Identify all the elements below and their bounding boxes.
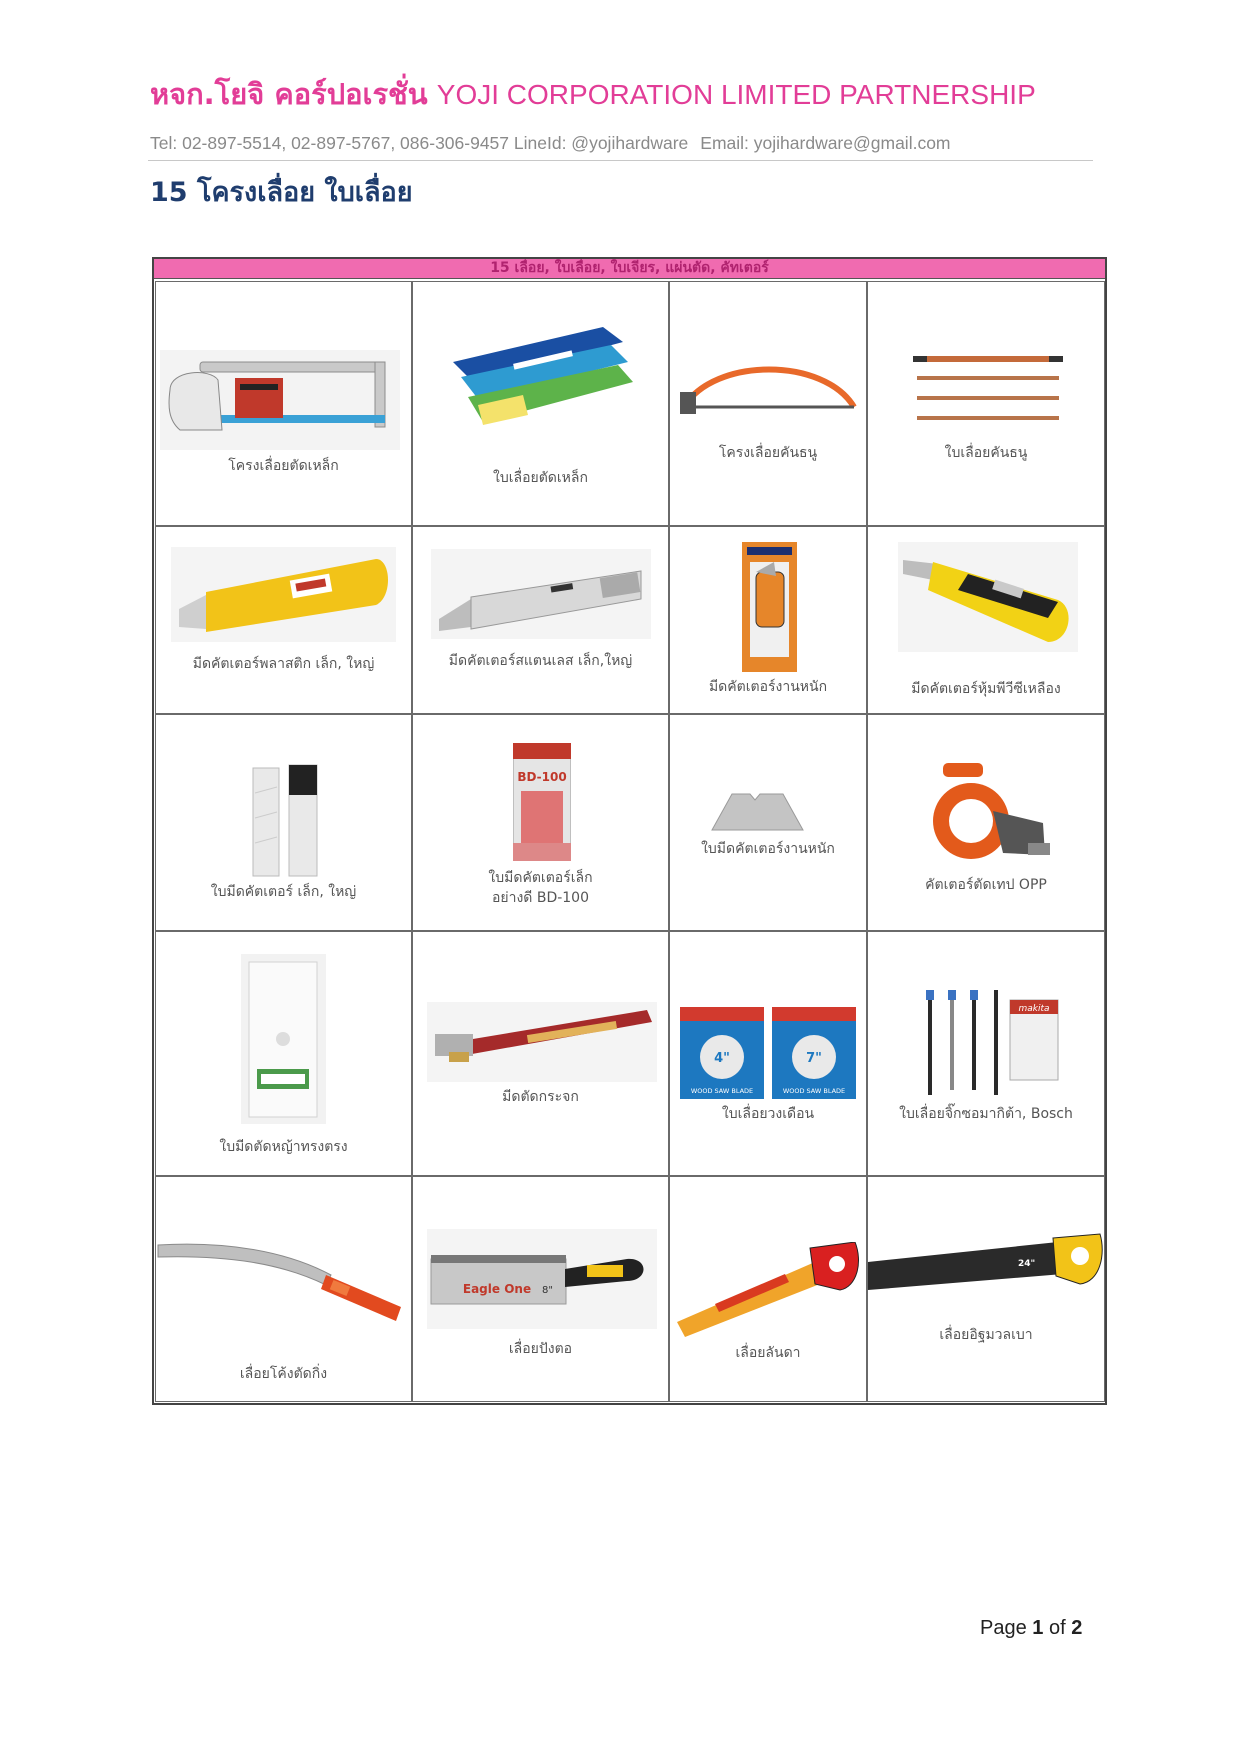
product-label: ใบเลื่อยตัดเหล็ก (493, 470, 588, 486)
steel-cutter-icon (431, 549, 651, 639)
page-number: 1 (1032, 1617, 1044, 1639)
contact-email: Email: yojihardware@gmail.com (700, 133, 951, 153)
product-cell (155, 714, 412, 931)
aac-saw-icon (868, 1232, 1104, 1302)
cutter-blade-pack-icon (251, 763, 321, 878)
product-table (152, 257, 1107, 1405)
product-table-header: 15 เลื่อย, ใบเลื่อย, ใบเจียร, แผ่นตัด, คัทเตอร์ (154, 259, 1105, 279)
product-cell (669, 526, 867, 714)
circular-saw-size-2: 7" (806, 1051, 822, 1066)
circular-saw-band-2: WOOD SAW BLADE (782, 1087, 846, 1095)
product-cell (669, 714, 867, 931)
product-label: เลื่อยลันดา (735, 1345, 801, 1361)
product-label: คัตเตอร์ตัดเทป OPP (925, 877, 1047, 893)
product-label: ใบมีดคัตเตอร์เล็ก (488, 870, 593, 886)
heavy-duty-knife-icon (742, 542, 797, 672)
page-indicator (980, 1617, 1082, 1640)
section-title: 15 โครงเลื่อย ใบเลื่อย (150, 177, 413, 208)
circular-saw-size-1: 4" (714, 1051, 730, 1066)
product-cell (155, 281, 412, 526)
company-name-english: YOJI CORPORATION LIMITED PARTNERSHIP (436, 79, 1036, 110)
product-label: มีดคัตเตอร์สแตนเลส เล็ก,ใหญ่ (448, 653, 633, 669)
back-saw-icon (427, 1229, 657, 1329)
company-name-thai: หจก.โยจิ คอร์ปอเรชั่น (150, 77, 428, 111)
product-cell (412, 931, 669, 1176)
product-cell (867, 1176, 1105, 1402)
product-cell (669, 931, 867, 1176)
product-label: โครงเลื่อยคันธนู (718, 445, 818, 461)
product-label: มีดคัตเตอร์งานหนัก (708, 679, 828, 695)
product-label: มีดคัตเตอร์หุ้มพีวีซีเหลือง (911, 681, 1061, 697)
product-label: ใบมีดตัดหญ้าทรงตรง (219, 1139, 348, 1155)
yellow-pvc-cutter-icon (898, 542, 1078, 652)
blade-box-brand-text: BD-100 (517, 770, 567, 784)
product-cell (867, 281, 1105, 526)
aac-saw-size-text: 24" (1018, 1259, 1036, 1269)
glass-cutter-icon (427, 1002, 657, 1082)
product-cell (669, 281, 867, 526)
product-label: ใบเลื่อยจิ๊กซอมากิต้า, Bosch (899, 1106, 1073, 1122)
pruning-saw-icon (156, 1237, 406, 1327)
product-label: ใบมีดคัตเตอร์งานหนัก (701, 841, 835, 857)
hacksaw-blade-box-icon (453, 327, 633, 432)
grass-blade-icon (241, 954, 326, 1124)
product-cell (867, 714, 1105, 931)
product-cell (412, 714, 669, 931)
product-label: เลื่อยปังตอ (508, 1341, 573, 1357)
product-label-line-2: อย่างดี BD-100 (491, 890, 589, 906)
hand-saw-icon (675, 1242, 863, 1337)
product-cell (155, 526, 412, 714)
header-divider (148, 160, 1093, 161)
contact-line-id: LineId: @yojihardware (513, 133, 689, 153)
product-cell (867, 526, 1105, 714)
product-label: ใบมีดคัตเตอร์ เล็ก, ใหญ่ (210, 884, 357, 900)
back-saw-brand-text: Eagle One (462, 1282, 532, 1296)
product-cell (412, 1176, 669, 1402)
contact-line (150, 131, 1100, 155)
product-cell (155, 931, 412, 1176)
jigsaw-blade-icon (920, 990, 1060, 1100)
product-cell (155, 1176, 412, 1402)
product-label: มีดคัตเตอร์พลาสติก เล็ก, ใหญ่ (192, 656, 375, 672)
product-cell (867, 931, 1105, 1176)
product-label: เลื่อยโค้งตัดกิ่ง (239, 1366, 328, 1382)
trapezoid-blade-icon (710, 792, 805, 832)
product-label: โครงเลื่อยตัดเหล็ก (228, 458, 339, 474)
tape-dispenser-icon (923, 763, 1053, 863)
jigsaw-brand-text: makita (1018, 1004, 1050, 1014)
product-label: เลื่อยอิฐมวลเบา (939, 1327, 1033, 1343)
plastic-cutter-icon (171, 547, 396, 642)
circular-saw-band-1: WOOD SAW BLADE (690, 1087, 754, 1095)
hacksaw-frame-icon (160, 350, 400, 450)
page-total: 2 (1071, 1617, 1083, 1639)
contact-phone: Tel: 02-897-5514, 02-897-5767, 086-306-9457 (150, 133, 510, 153)
bd100-blade-box-icon (513, 743, 571, 861)
product-cell (412, 281, 669, 526)
product-cell (412, 526, 669, 714)
product-cell (669, 1176, 867, 1402)
back-saw-size-text: 8" (542, 1285, 553, 1296)
bow-saw-blade-icon (913, 354, 1063, 424)
product-label: มีดตัดกระจก (502, 1089, 579, 1105)
page-prefix: Page (980, 1617, 1027, 1639)
page-of: of (1048, 1617, 1066, 1639)
bow-saw-icon (674, 352, 860, 417)
product-label: ใบเลื่อยคันธนู (944, 445, 1028, 461)
product-label: ใบเลื่อยวงเดือน (721, 1106, 815, 1122)
circular-saw-blade-icon (680, 1007, 860, 1099)
company-header (150, 74, 1100, 115)
